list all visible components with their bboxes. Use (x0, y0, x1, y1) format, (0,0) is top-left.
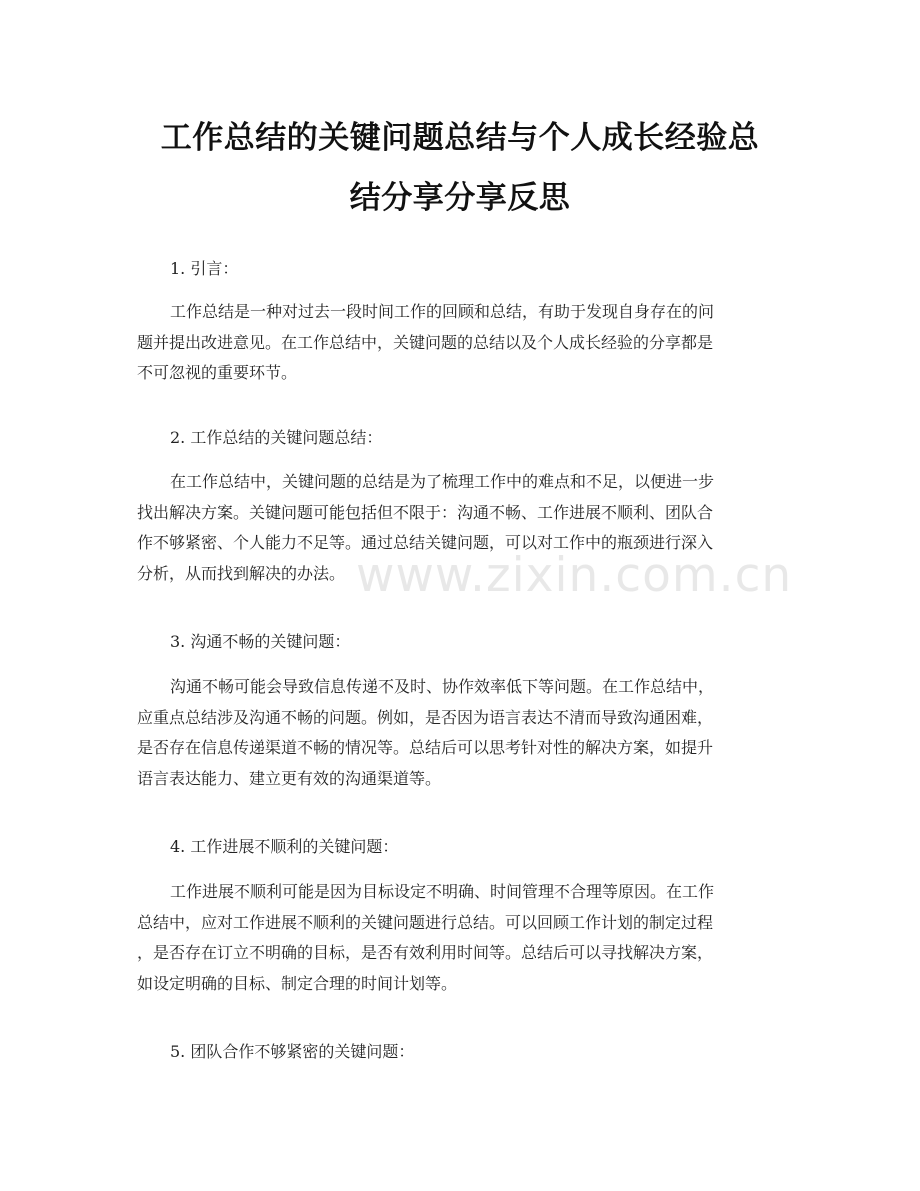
paragraph-line: ，是否存在订立不明确的目标，是否有效利用时间等。总结后可以寻找解决方案， (137, 943, 714, 962)
paragraph-line: 题并提出改进意见。在工作总结中，关键问题的总结以及个人成长经验的分享都是 (137, 332, 714, 352)
section-3-heading: 3. 沟通不畅的关键问题： (170, 632, 351, 651)
section-2-paragraph (137, 467, 787, 589)
paragraph-line: 语言表达能力、建立更有效的沟通渠道等。 (137, 768, 442, 788)
section-1-heading: 1. 引言： (170, 259, 239, 278)
paragraph-line: 作不够紧密、个人能力不足等。通过总结关键问题，可以对工作中的瓶颈进行深入 (137, 533, 714, 552)
paragraph-line: 分析，从而找到解决的办法。 (137, 563, 346, 583)
paragraph-line: 在工作总结中，关键问题的总结是为了梳理工作中的难点和不足，以便进一步 (170, 472, 715, 491)
paragraph-line: 不可忽视的重要环节。 (137, 363, 298, 382)
paragraph-line: 沟通不畅可能会导致信息传递不及时、协作效率低下等问题。在工作总结中， (170, 677, 715, 696)
section-2-heading: 2. 工作总结的关键问题总结： (170, 428, 383, 447)
paragraph-line: 工作进展不顺利可能是因为目标设定不明确、时间管理不合理等原因。在工作 (170, 882, 715, 901)
paragraph-line: 如设定明确的目标、制定合理的时间计划等。 (137, 973, 458, 993)
paragraph-line: 找出解决方案。关键问题可能包括但不限于：沟通不畅、工作进展不顺利、团队合 (137, 502, 714, 522)
section-4-paragraph (137, 877, 787, 999)
paragraph-line: 总结中，应对工作进展不顺利的关键问题进行总结。可以回顾工作计划的制定过程 (137, 912, 714, 932)
section-5-heading: 5. 团队合作不够紧密的关键问题： (170, 1042, 415, 1061)
document-title-line-1: 工作总结的关键问题总结与个人成长经验总 (160, 120, 760, 156)
paragraph-line: 工作总结是一种对过去一段时间工作的回顾和总结，有助于发现自身存在的问 (170, 302, 715, 321)
section-4-heading: 4. 工作进展不顺利的关键问题： (170, 837, 399, 856)
watermark: www.zixin.com.cn (356, 548, 793, 603)
paragraph-line: 应重点总结涉及沟通不畅的问题。例如，是否因为语言表达不清而导致沟通困难， (137, 707, 714, 727)
document-title-line-2: 结分享分享反思 (349, 180, 571, 216)
section-1-paragraph (137, 297, 787, 389)
section-3-paragraph (137, 672, 787, 794)
paragraph-line: 是否存在信息传递渠道不畅的情况等。总结后可以思考针对性的解决方案，如提升 (137, 738, 714, 757)
